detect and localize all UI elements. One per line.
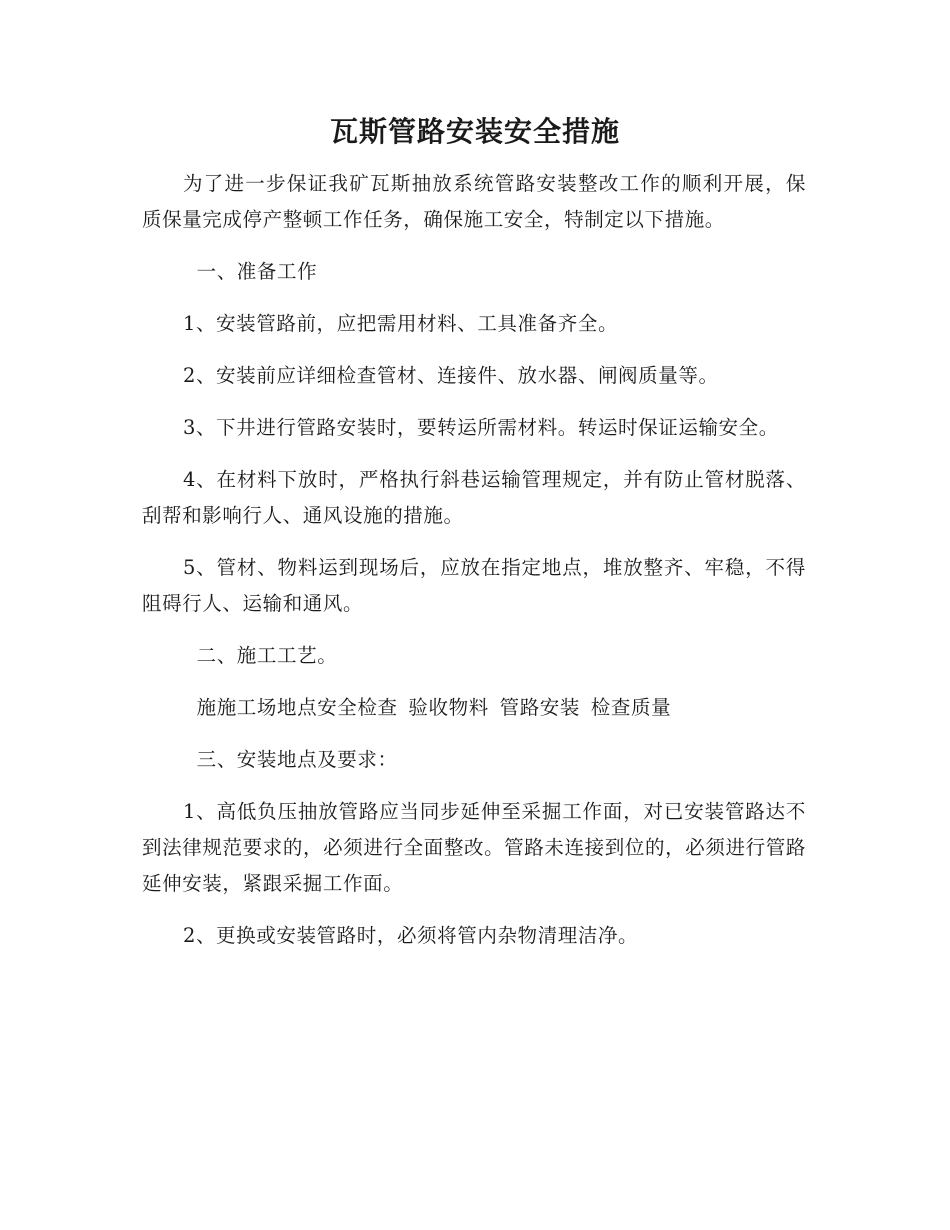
list-item: 3、下井进行管路安装时，要转运所需材料。转运时保证运输安全。	[182, 416, 779, 439]
list-item: 2、更换或安装管路时，必须将管内杂物清理洁净。	[182, 924, 639, 947]
section-heading-preparation: 一、准备工作	[196, 260, 318, 283]
list-item: 2、安装前应详细检查管材、连接件、放水器、闸阀质量等。	[182, 364, 719, 387]
list-item: 1、高低负压抽放管路应当同步延伸至采掘工作面，对已安装管路达不到法律规范要求的，必须进行全面整改。管路未连接到位的，必须进行管路延伸安装，紧跟采掘工作面。	[142, 800, 806, 895]
list-item: 4、在材料下放时，严格执行斜巷运输管理规定，并有防止管材脱落、刮帮和影响行人、通风设施的措施。	[142, 468, 806, 527]
document-body	[142, 166, 806, 970]
document-title: 瓦斯管路安装安全措施	[329, 115, 620, 148]
list-item: 5、管材、物料运到现场后，应放在指定地点，堆放整齐、牢稳，不得阻碍行人、运输和通风。	[142, 556, 806, 615]
process-flow: 施施工场地点安全检查 验收物料 管路安装 检查质量	[196, 696, 672, 719]
section-heading-requirements: 三、安装地点及要求：	[196, 748, 398, 771]
intro-paragraph: 为了进一步保证我矿瓦斯抽放系统管路安装整改工作的顺利开展，保质保量完成停产整顿工作任务，确保施工安全，特制定以下措施。	[142, 172, 806, 231]
list-item: 1、安装管路前，应把需用材料、工具准备齐全。	[182, 312, 619, 335]
section-heading-process: 二、施工工艺。	[196, 644, 338, 667]
